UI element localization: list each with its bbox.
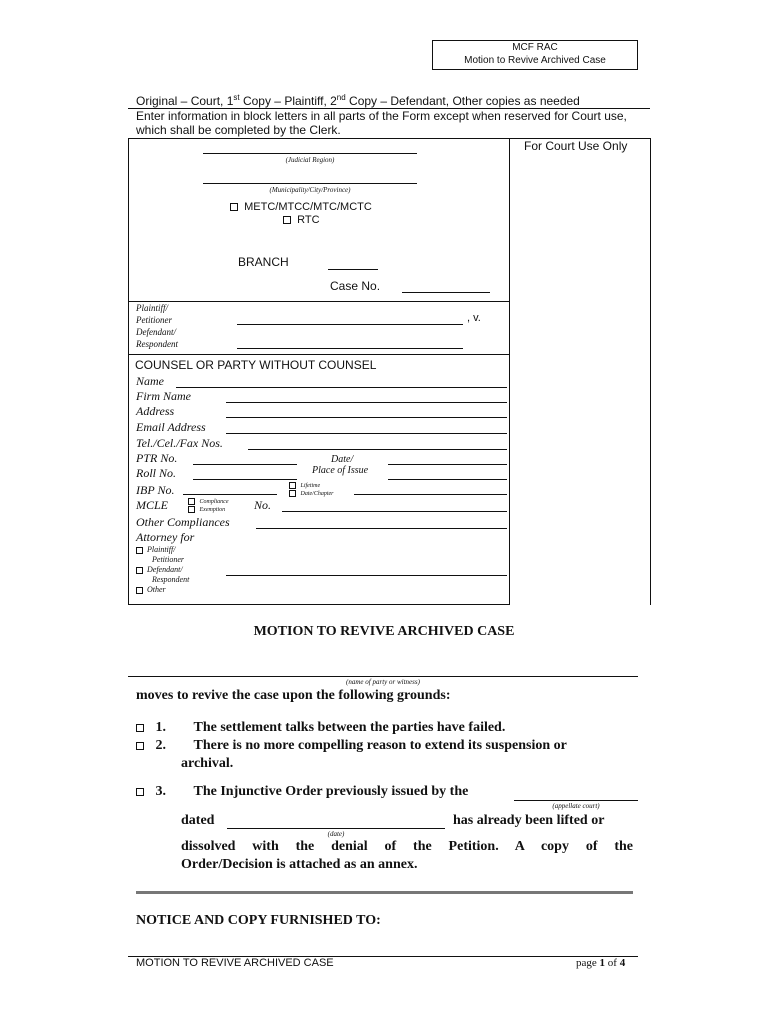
moves-text: moves to revive the case upon the following grounds:: [136, 688, 451, 703]
ground-2-continued: archival.: [181, 756, 234, 771]
municipality-caption: (Municipality/City/Province): [269, 186, 351, 194]
branch-label: BRANCH: [238, 255, 289, 269]
lifetime-option[interactable]: Lifetime: [289, 482, 334, 490]
attorney-options: Plaintiff/ Petitioner Defendant/ Respondent Other: [136, 545, 189, 595]
party-name-field[interactable]: [128, 676, 638, 677]
page-title: MOTION TO REVIVE ARCHIVED CASE: [253, 624, 515, 639]
metc-checkbox[interactable]: [230, 203, 238, 211]
compliance-option[interactable]: Compliance: [188, 498, 229, 506]
other-compliances-field[interactable]: [256, 528, 507, 529]
date-chapter-checkbox[interactable]: [289, 490, 296, 497]
date-caption: (date): [327, 830, 345, 838]
attorney-plaintiff-option[interactable]: Plaintiff/: [136, 545, 189, 555]
municipality-field[interactable]: [203, 183, 417, 184]
ground-3-line4: Order/Decision is attached as an annex.: [181, 857, 418, 872]
footer-title: MOTION TO REVIVE ARCHIVED CASE: [136, 957, 334, 969]
defendant-checkbox[interactable]: [136, 567, 143, 574]
ptr-date-field[interactable]: [388, 464, 507, 465]
mcle-no-label: No.: [254, 498, 272, 512]
court-use-box: [508, 138, 651, 605]
versus-label: , v.: [467, 312, 481, 324]
case-no-label: Case No.: [330, 279, 381, 293]
plaintiff-label-block: Plaintiff/ Petitioner Defendant/ Respondent: [136, 303, 178, 349]
attorney-for-label: Attorney for: [136, 530, 195, 544]
attorney-other-option[interactable]: Other: [136, 585, 189, 595]
name-label: Name: [136, 374, 164, 388]
place-of-issue-label: Place of Issue: [312, 465, 369, 476]
form-code: MCF RAC: [512, 42, 558, 53]
name-field[interactable]: [176, 387, 507, 388]
email-field[interactable]: [226, 433, 507, 434]
rtc-checkbox[interactable]: [283, 216, 291, 224]
branch-field[interactable]: [328, 269, 378, 270]
appellate-court-caption: (appellate court): [552, 802, 600, 810]
page-indicator: page 1 of 4: [576, 957, 626, 969]
exemption-option[interactable]: Exemption: [188, 506, 229, 514]
firm-name-label: Firm Name: [136, 389, 191, 403]
lifetime-checkbox[interactable]: [289, 482, 296, 489]
other-compliances-label: Other Compliances: [136, 515, 230, 529]
plaintiff-field[interactable]: [237, 324, 463, 325]
firm-name-field[interactable]: [226, 402, 507, 403]
date-chapter-option[interactable]: Date/Chapter: [289, 490, 334, 498]
case-no-field[interactable]: [402, 292, 490, 293]
party-caption: (name of party or witness): [346, 678, 420, 686]
ground-3: 3. The Injunctive Order previously issued by the: [136, 784, 468, 800]
copies-distribution: Original – Court, 1st Copy – Plaintiff, 2nd Copy – Defendant, Other copies as needed: [136, 93, 580, 108]
ground-3-checkbox[interactable]: [136, 788, 144, 796]
counsel-heading: COUNSEL OR PARTY WITHOUT COUNSEL: [135, 358, 377, 372]
mcle-no-field[interactable]: [282, 511, 507, 512]
mcle-options: [188, 498, 229, 514]
judicial-region-caption: (Judicial Region): [285, 156, 335, 164]
roll-label: Roll No.: [136, 466, 177, 480]
mcle-label: MCLE: [136, 498, 169, 512]
ibp-date-field[interactable]: [354, 494, 507, 495]
ground-1-checkbox[interactable]: [136, 724, 144, 732]
exemption-checkbox[interactable]: [188, 506, 195, 513]
other-checkbox[interactable]: [136, 587, 143, 594]
ground-2-checkbox[interactable]: [136, 742, 144, 750]
compliance-checkbox[interactable]: [188, 498, 195, 505]
defendant-field[interactable]: [237, 348, 463, 349]
order-date-field[interactable]: [227, 828, 445, 829]
court-use-label: For Court Use Only: [524, 139, 628, 153]
court-option-metc[interactable]: METC/MTCC/MTC/MCTC: [230, 201, 372, 213]
address-label: Address: [136, 404, 175, 418]
dated-label: dated: [181, 813, 215, 828]
attorney-for-field[interactable]: [226, 575, 507, 576]
appellate-court-field[interactable]: [514, 800, 638, 801]
ground-2: 2. There is no more compelling reason to extend its suspension or: [136, 738, 567, 754]
ground-1: 1. The settlement talks between the parties have failed.: [136, 720, 505, 736]
ibp-options: [289, 482, 334, 498]
attorney-defendant-option[interactable]: Defendant/: [136, 565, 189, 575]
email-label: Email Address: [136, 420, 206, 434]
court-option-rtc[interactable]: RTC: [283, 214, 320, 226]
ptr-field[interactable]: [193, 464, 297, 465]
lifted-text: has already been lifted or: [453, 813, 605, 828]
notice-heading: NOTICE AND COPY FURNISHED TO:: [136, 913, 381, 928]
form-title-small: Motion to Revive Archived Case: [464, 55, 606, 66]
ibp-field[interactable]: [183, 494, 277, 495]
form-code-box: [432, 40, 638, 70]
tel-label: Tel./Cel./Fax Nos.: [136, 436, 223, 450]
roll-field[interactable]: [193, 479, 297, 480]
address-field[interactable]: [226, 417, 507, 418]
ground-3-line3: dissolved with the denial of the Petition. A copy of the: [181, 839, 633, 854]
plaintiff-checkbox[interactable]: [136, 547, 143, 554]
section-divider: [136, 891, 633, 894]
ptr-label: PTR No.: [136, 451, 178, 465]
tel-field[interactable]: [248, 449, 507, 450]
ibp-label: IBP No.: [136, 483, 175, 497]
place-of-issue-field[interactable]: [388, 479, 507, 480]
instructions: Enter information in block letters in all parts of the Form except when reserved for Court use, which shall be completed by the Clerk.: [136, 109, 627, 137]
date-label: Date/: [331, 454, 354, 465]
parties-box: [128, 300, 510, 355]
judicial-region-field[interactable]: [203, 153, 417, 154]
